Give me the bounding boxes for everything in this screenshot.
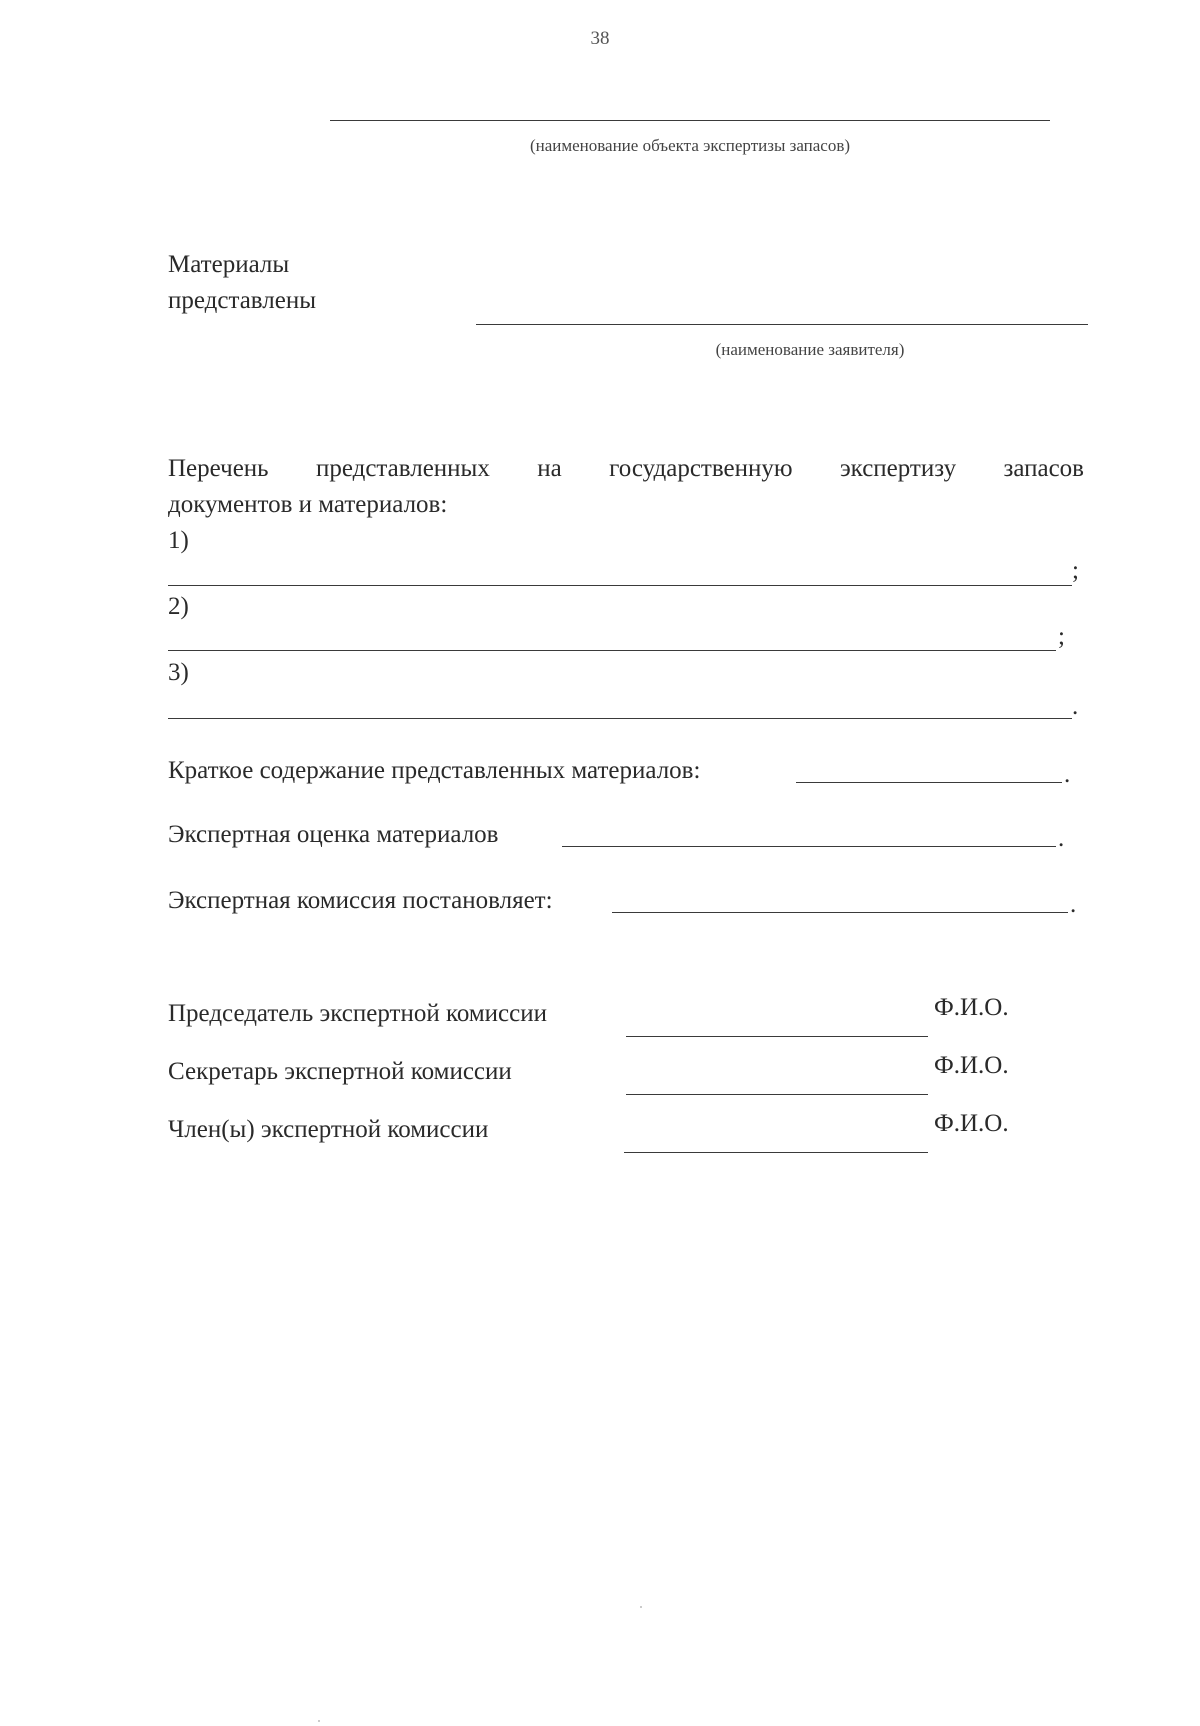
applicant-name-caption: (наименование заявителя): [715, 340, 905, 359]
list-intro-word: государственную: [609, 455, 793, 482]
object-name-line[interactable]: [330, 120, 1050, 121]
submitted-label-line2: представлены: [168, 287, 317, 314]
signature-role-secretary: Секретарь экспертной комиссии: [168, 1058, 512, 1085]
assessment-label: Экспертная оценка материалов: [168, 821, 499, 848]
signature-fio-members: Ф.И.О.: [934, 1110, 1009, 1137]
signature-line-members[interactable]: [624, 1152, 928, 1153]
list-item-2-line[interactable]: [168, 650, 1056, 651]
list-item-number: 1): [168, 527, 189, 554]
applicant-name-line[interactable]: [476, 324, 1088, 325]
signature-role-members: Член(ы) экспертной комиссии: [168, 1116, 489, 1143]
list-item-number: 2): [168, 593, 189, 620]
list-intro-word: запасов: [1003, 455, 1084, 482]
scan-speck: [318, 1720, 320, 1722]
list-intro-word: экспертизу: [839, 455, 957, 482]
assessment-line[interactable]: [562, 846, 1056, 847]
object-name-caption: (наименование объекта экспертизы запасов): [529, 136, 851, 155]
list-item-3-end: .: [1072, 693, 1079, 720]
signature-fio-chairman: Ф.И.О.: [934, 994, 1009, 1021]
list-intro-word: на: [537, 455, 562, 482]
summary-end: .: [1064, 761, 1071, 788]
signature-line-secretary[interactable]: [626, 1094, 928, 1095]
list-intro-word: Перечень: [168, 455, 269, 482]
list-item-3-line[interactable]: [168, 718, 1072, 719]
submitted-label-line1: Материалы: [168, 251, 290, 278]
list-item-1-end: ;: [1072, 557, 1079, 584]
list-item-2-end: ;: [1058, 623, 1065, 650]
list-intro-word: представленных: [315, 455, 490, 482]
scan-speck: [640, 1606, 642, 1608]
summary-line[interactable]: [796, 782, 1062, 783]
list-item-number: 3): [168, 659, 189, 686]
list-item-1-line[interactable]: [168, 585, 1072, 586]
signature-role-chairman: Председатель экспертной комиссии: [168, 1000, 548, 1027]
signature-fio-secretary: Ф.И.О.: [934, 1052, 1009, 1079]
decision-end: .: [1070, 891, 1077, 918]
assessment-end: .: [1058, 825, 1065, 852]
list-intro-line1: [168, 452, 1084, 486]
summary-label: Краткое содержание представленных материалов:: [168, 757, 701, 784]
page-number: 38: [590, 28, 610, 49]
decision-line[interactable]: [612, 912, 1068, 913]
signature-line-chairman[interactable]: [626, 1036, 928, 1037]
list-intro-line2: документов и материалов:: [168, 491, 448, 518]
decision-label: Экспертная комиссия постановляет:: [168, 887, 553, 914]
